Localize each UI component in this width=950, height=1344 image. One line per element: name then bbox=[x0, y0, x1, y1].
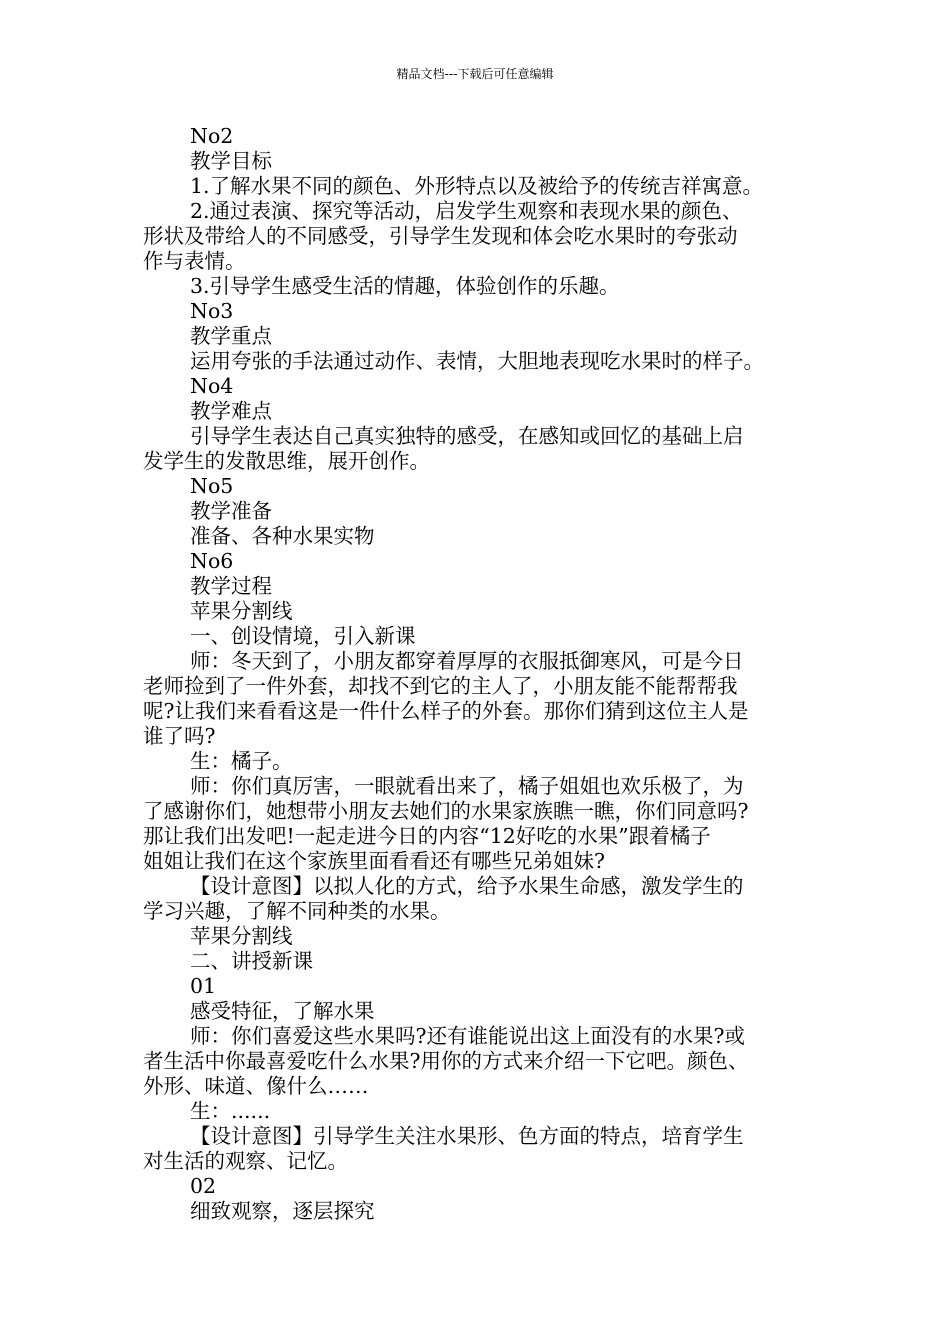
document-body bbox=[143, 124, 808, 1224]
text-line: No3 bbox=[190, 299, 234, 323]
text-line: 姐姐让我们在这个家族里面看看还有哪些兄弟姐妹? bbox=[143, 849, 605, 873]
text-line: 生：...... bbox=[190, 1099, 271, 1123]
text-line: 者生活中你最喜爱吃什么水果?用你的方式来介绍一下它吧。颜色、 bbox=[143, 1049, 749, 1073]
text-line: 二、讲授新课 bbox=[190, 949, 313, 973]
text-line: No2 bbox=[190, 124, 234, 148]
text-line: 谁了吗? bbox=[143, 724, 216, 748]
text-line: 教学目标 bbox=[190, 149, 272, 173]
text-line: 【设计意图】引导学生关注水果形、色方面的特点，培育学生 bbox=[190, 1124, 744, 1148]
text-line: 3.引导学生感受生活的情趣，体验创作的乐趣。 bbox=[190, 274, 620, 298]
text-line: 生：橘子。 bbox=[190, 749, 293, 773]
text-line: 呢?让我们来看看这是一件什么样子的外套。那你们猜到这位主人是 bbox=[143, 699, 749, 723]
text-line: 苹果分割线 bbox=[190, 924, 293, 948]
text-line: 2.通过表演、探究等活动，启发学生观察和表现水果的颜色、 bbox=[190, 199, 743, 223]
text-line: 运用夸张的手法通过动作、表情，大胆地表现吃水果时的样子。 bbox=[190, 349, 764, 373]
text-line: 形状及带给人的不同感受，引导学生发现和体会吃水果时的夸张动 bbox=[143, 224, 738, 248]
text-line: 【设计意图】以拟人化的方式，给予水果生命感，激发学生的 bbox=[190, 874, 744, 898]
text-line: 教学难点 bbox=[190, 399, 272, 423]
text-line: 1.了解水果不同的颜色、外形特点以及被给予的传统吉祥寓意。 bbox=[190, 174, 764, 198]
text-line: 师：冬天到了，小朋友都穿着厚厚的衣服抵御寒风，可是今日 bbox=[190, 649, 744, 673]
page-header: 精品文档---下载后可任意编辑 bbox=[396, 67, 554, 81]
text-line: 发学生的发散思维，展开创作。 bbox=[143, 449, 430, 473]
text-line: 苹果分割线 bbox=[190, 599, 293, 623]
text-line: 了感谢你们，她想带小朋友去她们的水果家族瞧一瞧，你们同意吗? bbox=[143, 799, 749, 823]
text-line: No4 bbox=[190, 374, 234, 398]
text-line: 细致观察，逐层探究 bbox=[190, 1199, 375, 1223]
text-line: 教学过程 bbox=[190, 574, 272, 598]
text-line: 师：你们真厉害，一眼就看出来了，橘子姐姐也欢乐极了，为 bbox=[190, 774, 744, 798]
text-line: 老师捡到了一件外套，却找不到它的主人了，小朋友能不能帮帮我 bbox=[143, 674, 738, 698]
text-line: 作与表情。 bbox=[143, 249, 246, 273]
text-line: 01 bbox=[190, 974, 217, 998]
text-line: 师：你们喜爱这些水果吗?还有谁能说出这上面没有的水果?或 bbox=[190, 1024, 745, 1048]
text-line: 外形、味道、像什么…… bbox=[143, 1074, 369, 1098]
text-line: No6 bbox=[190, 549, 234, 573]
text-line: 引导学生表达自己真实独特的感受，在感知或回忆的基础上启 bbox=[190, 424, 744, 448]
text-line: 教学重点 bbox=[190, 324, 272, 348]
text-line: No5 bbox=[190, 474, 234, 498]
text-line: 一、创设情境，引入新课 bbox=[190, 624, 416, 648]
text-line: 学习兴趣，了解不同种类的水果。 bbox=[143, 899, 451, 923]
text-line: 对生活的观察、记忆。 bbox=[143, 1149, 348, 1173]
text-line: 那让我们出发吧!一起走进今日的内容“12好吃的水果”跟着橘子 bbox=[143, 824, 711, 848]
text-line: 感受特征，了解水果 bbox=[190, 999, 375, 1023]
text-line: 02 bbox=[190, 1174, 217, 1198]
text-line: 准备、各种水果实物 bbox=[190, 524, 375, 548]
text-line: 教学准备 bbox=[190, 499, 272, 523]
